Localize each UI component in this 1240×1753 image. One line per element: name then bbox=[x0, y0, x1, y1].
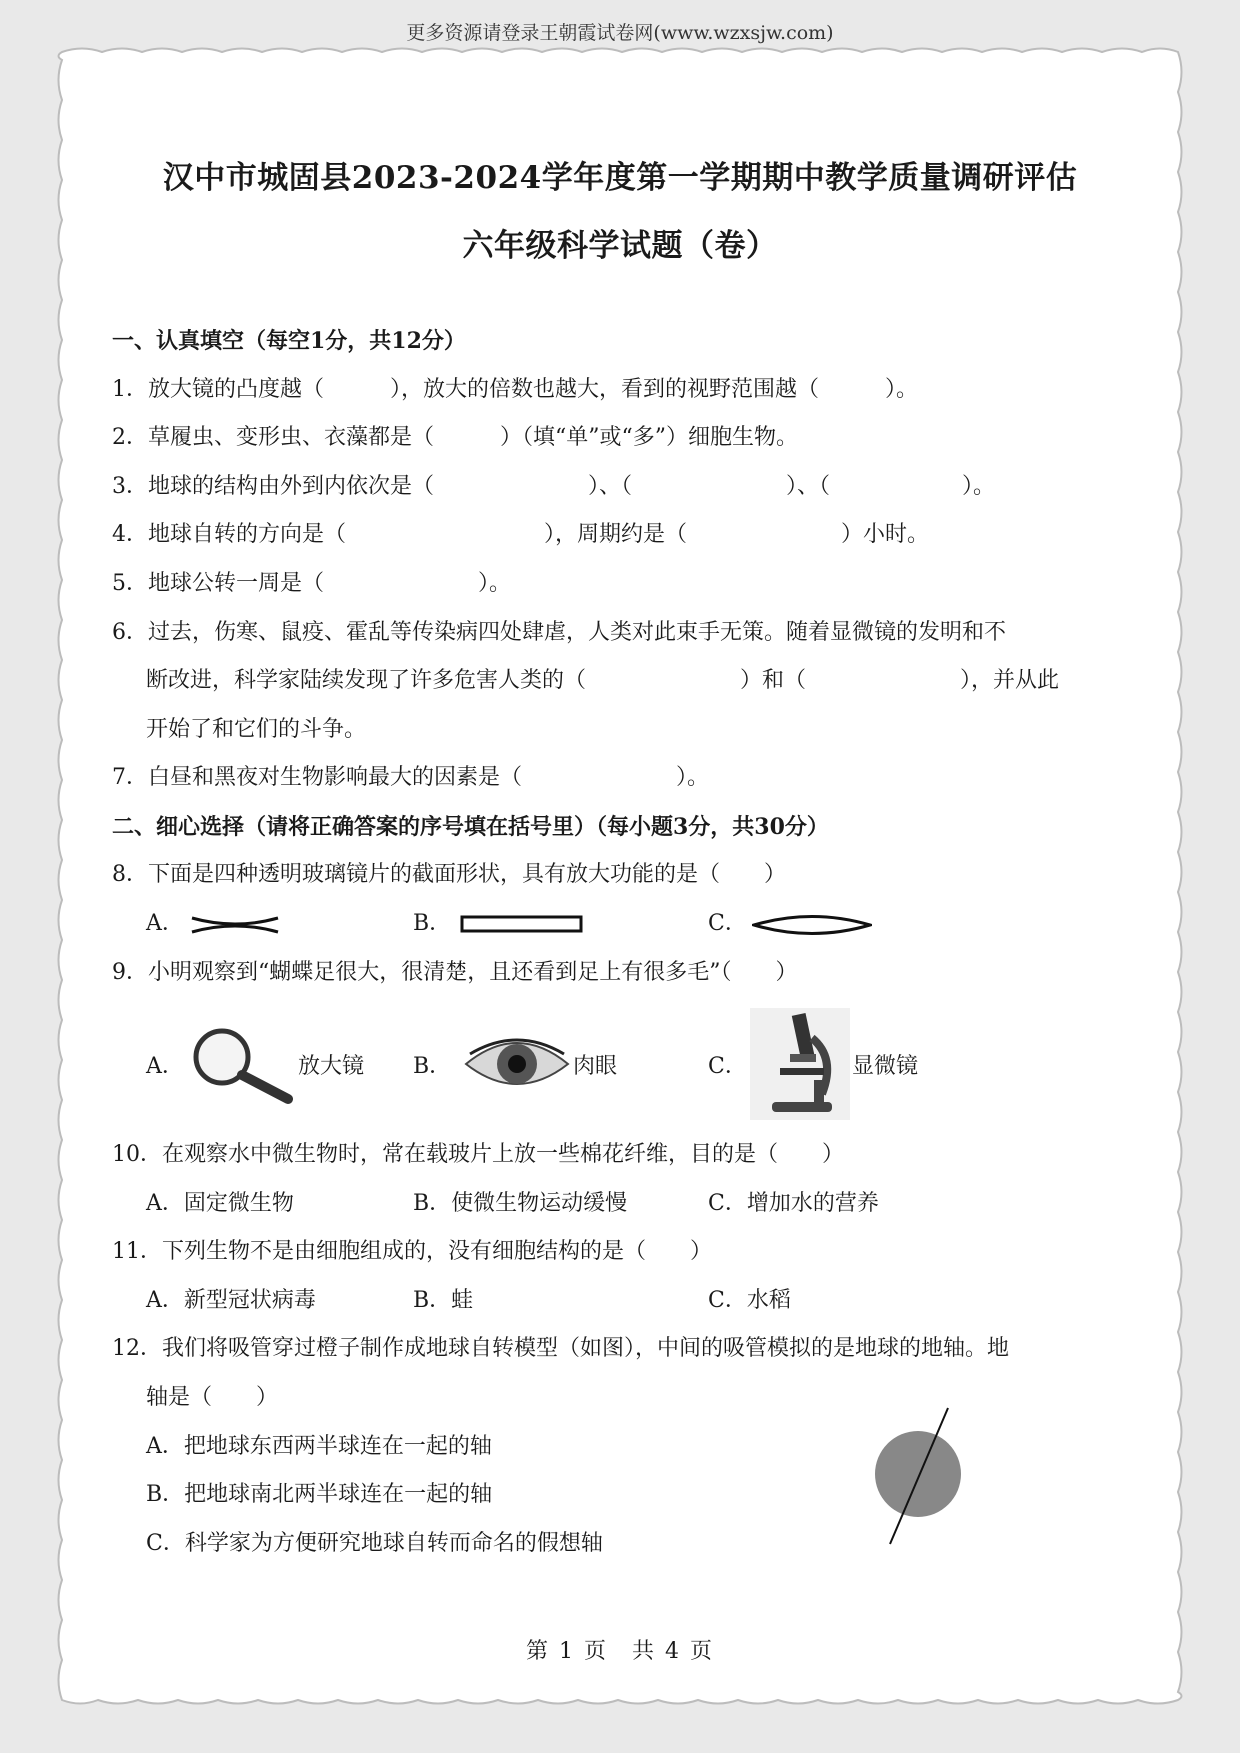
question-12-line-2: 轴是（ ） bbox=[146, 1385, 279, 1410]
section-2-heading: 二、细心选择（请将正确答案的序号填在括号里）（每小题3分，共30分） bbox=[112, 814, 829, 840]
exam-subtitle: 六年级科学试题（卷） bbox=[462, 228, 778, 264]
q8-option-c: C． bbox=[708, 911, 747, 936]
earth-axis-model-figure bbox=[868, 1400, 968, 1550]
q8-option-b: B． bbox=[413, 911, 452, 936]
question-1: 1．放大镜的凸度越（ ），放大的倍数也越大，看到的视野范围越（ ）。 bbox=[112, 377, 918, 402]
q9-option-c: C． bbox=[708, 1054, 747, 1079]
question-9: 9．小明观察到“蝴蝶足很大，很清楚，且还看到足上有很多毛”（ ） bbox=[112, 960, 798, 985]
question-6-line-3: 开始了和它们的斗争。 bbox=[146, 717, 367, 742]
q9-option-a: A． bbox=[146, 1054, 184, 1079]
q11-option-b: B．蛙 bbox=[413, 1288, 474, 1313]
q9-label-eye: 肉眼 bbox=[573, 1054, 618, 1079]
question-2: 2．草履虫、变形虫、衣藻都是（ ）（填“单”或“多”）细胞生物。 bbox=[112, 425, 798, 450]
exam-title: 汉中市城固县2023-2024学年度第一学期期中教学质量调研评估 bbox=[162, 160, 1078, 196]
question-12-line-1: 12．我们将吸管穿过橙子制作成地球自转模型（如图），中间的吸管模拟的是地球的地轴。地 bbox=[112, 1336, 1009, 1361]
question-7: 7．白昼和黑夜对生物影响最大的因素是（ ）。 bbox=[112, 765, 709, 790]
q9-option-b: B． bbox=[413, 1054, 452, 1079]
microscope-icon bbox=[750, 1008, 850, 1120]
question-6-line-2: 断改进，科学家陆续发现了许多危害人类的（ ）和（ ），并从此 bbox=[146, 668, 1060, 693]
header-note: 更多资源请登录王朝霞试卷网(www.wzxsjw.com) bbox=[406, 22, 834, 44]
question-10: 10．在观察水中微生物时，常在载玻片上放一些棉花纤维，目的是（ ） bbox=[112, 1142, 844, 1167]
section-1-heading: 一、认真填空（每空1分，共12分） bbox=[112, 328, 466, 354]
question-5: 5．地球公转一周是（ ）。 bbox=[112, 571, 511, 596]
question-6-line-1: 6．过去，伤寒、鼠疫、霍乱等传染病四处肆虐，人类对此束手无策。随着显微镜的发明和不 bbox=[112, 620, 1007, 645]
q11-option-a: A．新型冠状病毒 bbox=[146, 1288, 316, 1313]
question-11: 11．下列生物不是由细胞组成的，没有细胞结构的是（ ） bbox=[112, 1239, 712, 1264]
flat-glass-shape bbox=[460, 913, 585, 937]
eye-icon bbox=[462, 1028, 572, 1098]
q11-option-c: C．水稻 bbox=[708, 1288, 791, 1313]
question-8: 8．下面是四种透明玻璃镜片的截面形状，具有放大功能的是（ ） bbox=[112, 862, 786, 887]
q9-label-magnifier: 放大镜 bbox=[298, 1054, 365, 1079]
page-footer: 第 1 页 共 4 页 bbox=[526, 1639, 714, 1664]
q10-option-b: B．使微生物运动缓慢 bbox=[413, 1191, 628, 1216]
magnifying-glass-icon bbox=[188, 1025, 298, 1105]
q9-label-microscope: 显微镜 bbox=[852, 1054, 919, 1079]
convex-lens-shape bbox=[752, 910, 872, 940]
question-3: 3．地球的结构由外到内依次是（ ）、（ ）、（ ）。 bbox=[112, 474, 996, 499]
concave-lens-shape bbox=[190, 910, 280, 940]
q12-option-b: B．把地球南北两半球连在一起的轴 bbox=[146, 1482, 493, 1507]
q10-option-c: C．增加水的营养 bbox=[708, 1191, 879, 1216]
q8-option-a: A． bbox=[146, 911, 184, 936]
question-4: 4．地球自转的方向是（ ），周期约是（ ）小时。 bbox=[112, 522, 929, 547]
q12-option-c: C．科学家为方便研究地球自转而命名的假想轴 bbox=[146, 1531, 603, 1556]
q10-option-a: A．固定微生物 bbox=[146, 1191, 294, 1216]
q12-option-a: A．把地球东西两半球连在一起的轴 bbox=[146, 1434, 492, 1459]
